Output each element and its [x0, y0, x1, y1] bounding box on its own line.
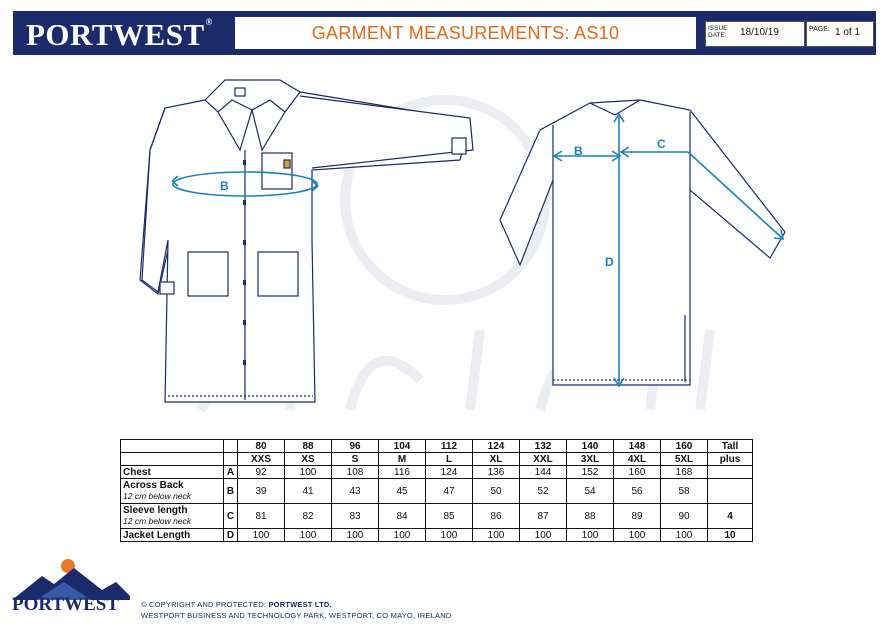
front-label-b: B	[220, 179, 229, 193]
issue-date: 18/10/19	[740, 27, 779, 38]
back-label-b: B	[574, 144, 583, 158]
table-row-jacket-length: Jacket Length D 100 100 100 100 100 100 100 100 100 100 10	[121, 529, 753, 542]
table-row-chest: Chest A 92 100 108 116 124 136 144 152 160 168	[121, 466, 753, 479]
table-header-size: XXS XS S M L XL XXL 3XL 4XL 5XL plus	[121, 453, 753, 466]
page-title: GARMENT MEASUREMENTS: AS10	[311, 22, 620, 43]
front-coat	[140, 80, 473, 402]
table-header-chest: 80 88 96 104 112 124 132 140 148 160 Tall	[121, 440, 753, 453]
footer-copyright: © COPYRIGHT AND PROTECTED: PORTWEST LTD.	[141, 600, 332, 609]
back-label-d: D	[605, 255, 614, 269]
page-box	[806, 21, 874, 47]
issue-date-box	[705, 21, 805, 47]
header-bar	[13, 11, 876, 55]
page-label: PAGE:	[809, 26, 830, 33]
measurement-table	[120, 439, 753, 542]
back-label-c: C	[657, 137, 666, 151]
table-row-sleeve-length: Sleeve length 12 cm below neck C 81 82 83 84 85 86 87 88 89 90 4	[121, 504, 753, 529]
title-box	[235, 17, 696, 49]
footer-brand: PORTWEST	[12, 594, 120, 615]
issue-label: ISSUE DATE:	[708, 25, 728, 39]
table-row-across-back: Across Back 12 cm below neck B 39 41 43 45 47 50 52 54 56 58	[121, 479, 753, 504]
back-coat	[500, 100, 785, 385]
footer-address: WESTPORT BUSINESS AND TECHNOLOGY PARK, WESTPORT, CO MAYO, IRELAND	[141, 611, 452, 620]
page-value: 1 of 1	[835, 27, 861, 38]
brand-logo: PORTWEST®	[26, 17, 213, 52]
footer-logo	[12, 556, 130, 618]
garment-diagram	[0, 60, 883, 440]
